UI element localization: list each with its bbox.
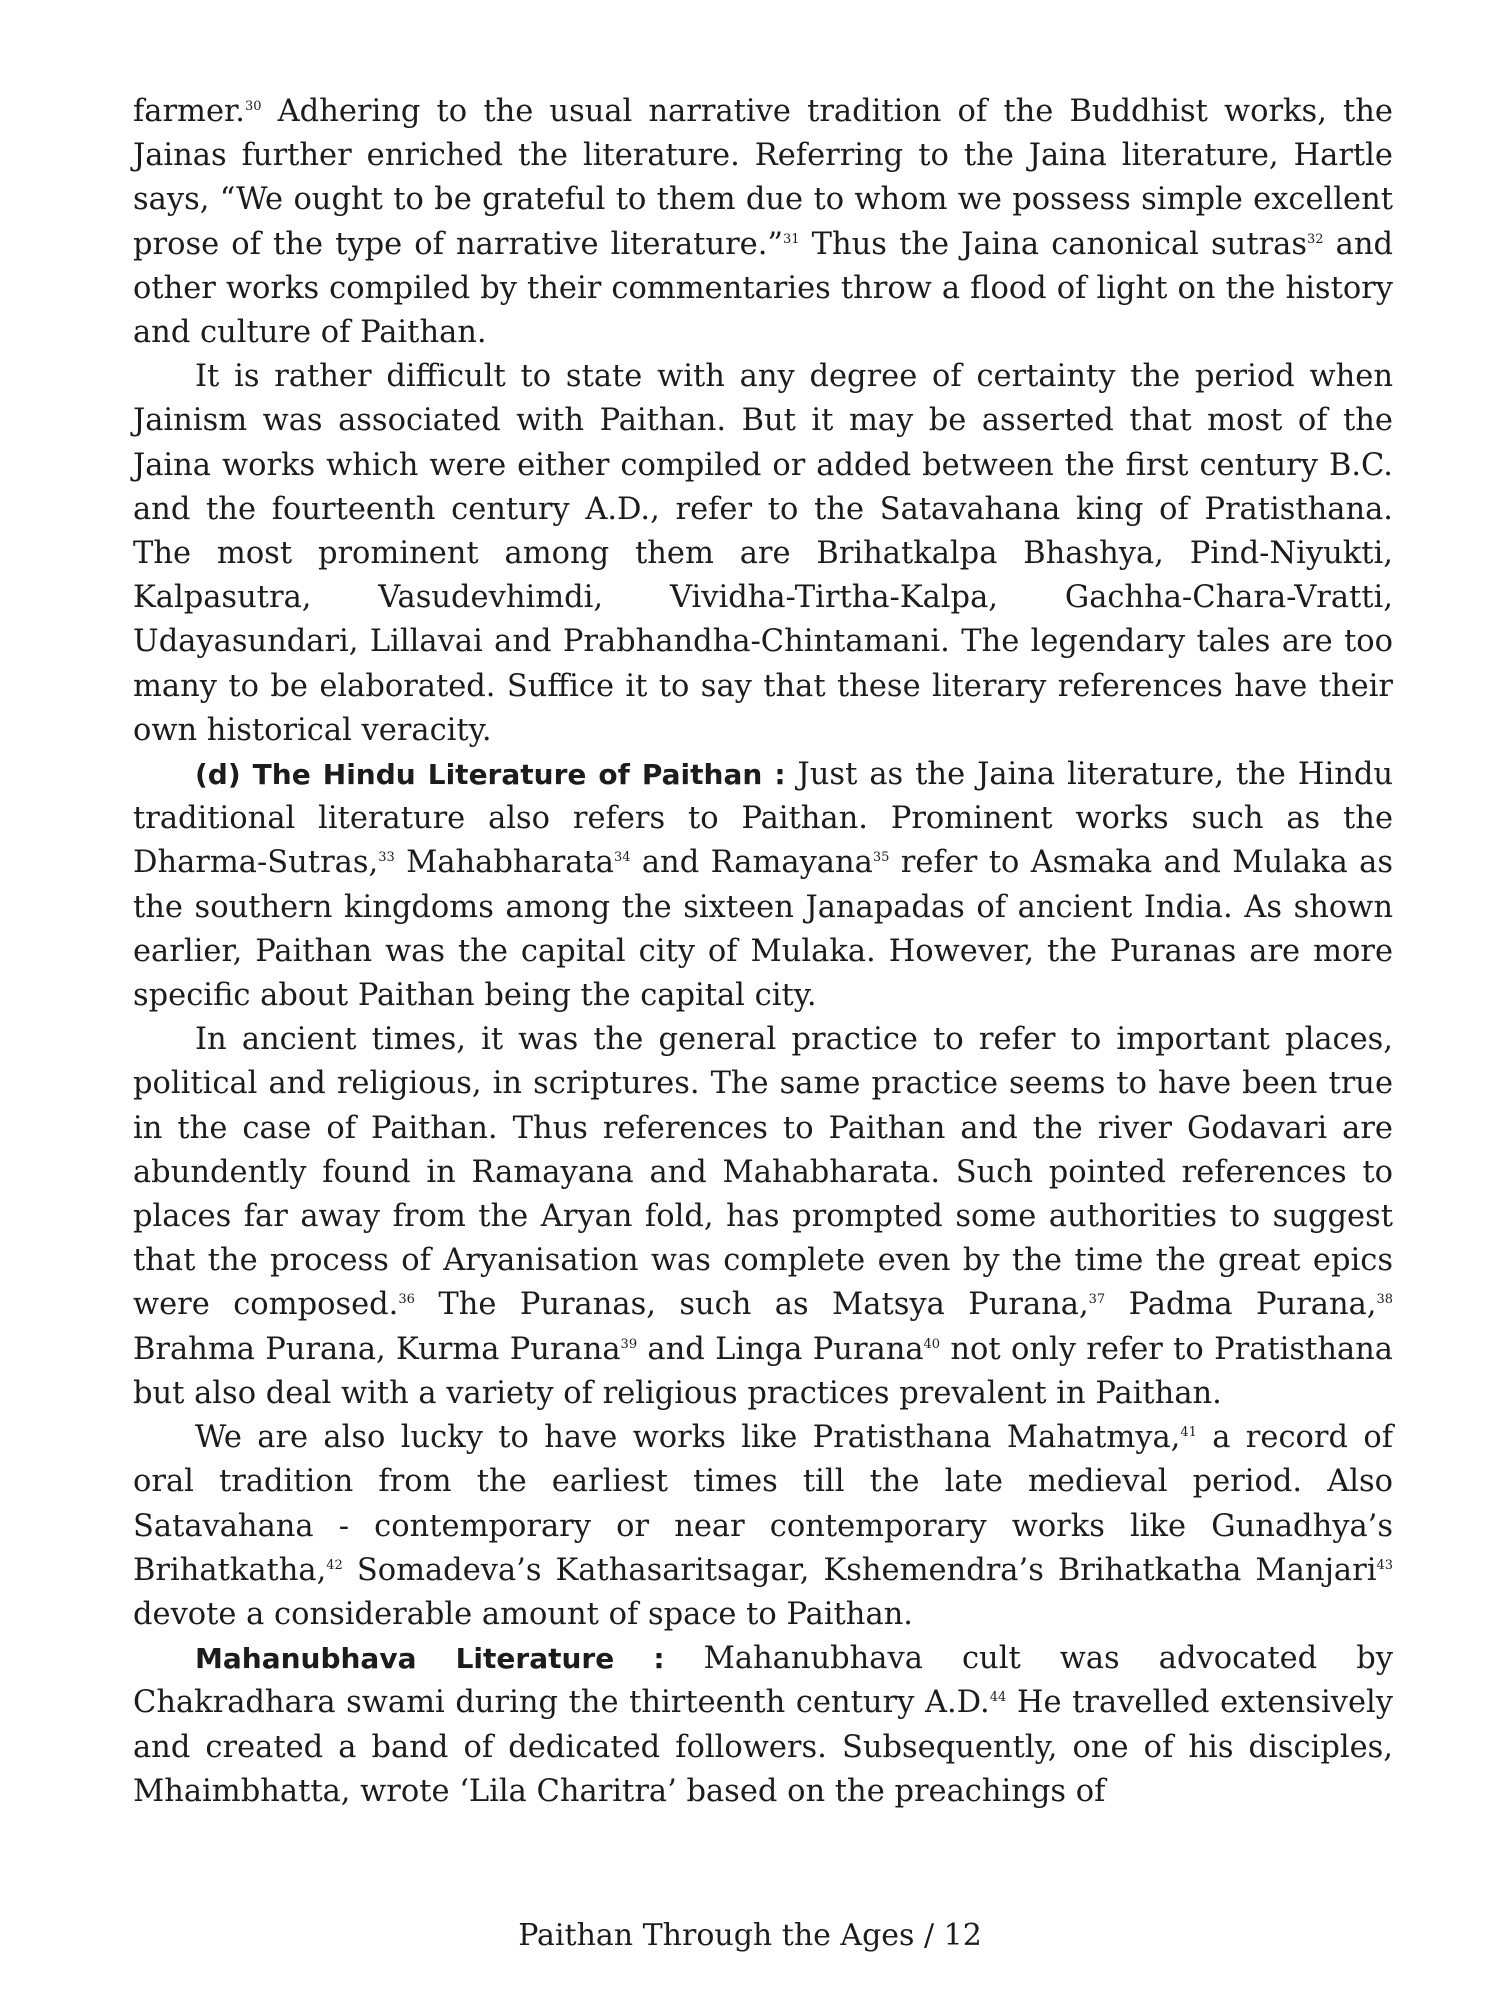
paragraph-hindu-literature	[133, 753, 1393, 1018]
text-run: a record of oral tradition from the earliest times till the late medieval period. Also Satavahana - contemporary or near contemporary works like Gunadhya’s Brihatkatha,	[133, 1420, 1393, 1588]
text-run: In ancient times, it was the general practice to refer to important places, political and religious, in scriptures. The same practice seems to have been true in the case of Paithan. Thus references to Paithan and the river Godavari are abundently found in Ramayana and Mahabharata. Such pointed references to places far away from the Aryan fold, has prompted some authorities to suggest that the process of Aryanisation was complete even by the time the great epics were composed.	[133, 1022, 1393, 1323]
paragraph-pratisthana-mahatmya	[133, 1416, 1393, 1637]
footnote-ref: 36	[398, 1292, 415, 1308]
footnote-ref: 32	[1307, 231, 1324, 247]
text-run: and Ramayana	[630, 845, 873, 881]
text-run: Mahabharata	[394, 845, 614, 881]
footnote-ref: 35	[872, 850, 890, 866]
text-run: Padma Purana,	[1105, 1287, 1377, 1323]
text-run: and other works compiled by their commentaries throw a flood of light on the history and culture of Paithan.	[133, 226, 1394, 351]
footnote-ref: 44	[989, 1690, 1007, 1706]
paragraph-ancient-practice	[133, 1018, 1393, 1416]
footnote-ref: 33	[378, 850, 395, 866]
page-body	[133, 90, 1393, 1814]
footnote-ref: 34	[613, 850, 631, 866]
text-run: He travelled extensively and created a band of dedicated followers. Subsequently, one of his disciples, Mhaimbhatta, wrote ‘Lila Charitra’ based on the preachings of	[133, 1685, 1393, 1809]
paragraph-mahanubhava	[133, 1637, 1393, 1814]
section-heading-hindu-literature: (d) The Hindu Literature of Paithan :	[195, 758, 786, 792]
text-run: not only refer to Pratisthana but also deal with a variety of religious practices prevalent in Paithan.	[133, 1331, 1393, 1411]
text-run: The Puranas, such as Matsya Purana,	[414, 1287, 1089, 1323]
footnote-ref: 40	[923, 1336, 941, 1352]
footnote-ref: 42	[326, 1557, 343, 1573]
paragraph-jainism-period	[133, 355, 1393, 753]
footnote-ref: 37	[1088, 1292, 1106, 1308]
text-run: Brahma Purana, Kurma Purana	[133, 1331, 621, 1367]
text-run: We are also lucky to have works like Pratisthana Mahatmya,	[195, 1420, 1181, 1456]
text-run: Mahanubhava cult was advocated by Chakradhara swami during the thirteenth century A.D.	[133, 1641, 1393, 1721]
text-run: and Linga Purana	[637, 1331, 924, 1367]
footnote-ref: 38	[1376, 1292, 1394, 1308]
paragraph-jaina-narrative	[133, 90, 1393, 355]
footnote-ref: 43	[1376, 1557, 1393, 1573]
footnote-ref: 41	[1180, 1424, 1197, 1440]
section-heading-mahanubhava: Mahanubhava Literature :	[195, 1642, 665, 1676]
footnote-ref: 31	[783, 231, 800, 247]
text-run: refer to Asmaka and Mulaka as the southern kingdoms among the sixteen Janapadas of ancient India. As shown earlier, Paithan was the capital city of Mulaka. However, the Puranas are more specific about Paithan being the capital city.	[133, 845, 1394, 1014]
page-footer: Paithan Through the Ages / 12	[518, 1918, 982, 1953]
text-run: It is rather difficult to state with any degree of certainty the period when Jainism was associated with Paithan. But it may be asserted that most of the Jaina works which were either compiled or added between the first century B.C. and the fourteenth century A.D., refer to the Satavahana king of Pratisthana. The most prominent among them are Brihatkalpa Bhashya, Pind-Niyukti, Kalpasutra, Vasudevhimdi, Vividha-Tirtha-Kalpa, Gachha-Chara-Vratti, Udayasundari, Lillavai and Prabhandha-Chintamani. The legendary tales are too many to be elaborated. Suffice it to say that these literary references have their own historical veracity.	[133, 359, 1393, 748]
footnote-ref: 30	[244, 98, 262, 114]
text-run: Somadeva’s Kathasaritsagar, Kshemendra’s Brihatkatha Manjari	[342, 1552, 1377, 1588]
text-run: Adhering to the usual narrative tradition of the Buddhist works, the Jainas further enriched the literature. Referring to the Jaina literature, Hartle says, “We ought to be grateful to them due to whom we possess simple excellent prose of the type of narrative literature.”	[133, 94, 1393, 262]
text-run: devote a considerable amount of space to Paithan.	[133, 1596, 913, 1632]
text-run: farmer.	[133, 94, 245, 129]
footnote-ref: 39	[620, 1336, 638, 1352]
text-run: Just as the Jaina literature, the Hindu traditional literature also refers to Paithan. Prominent works such as the Dharma-Sutras,	[133, 757, 1394, 881]
text-run: Thus the Jaina canonical sutras	[799, 226, 1307, 262]
